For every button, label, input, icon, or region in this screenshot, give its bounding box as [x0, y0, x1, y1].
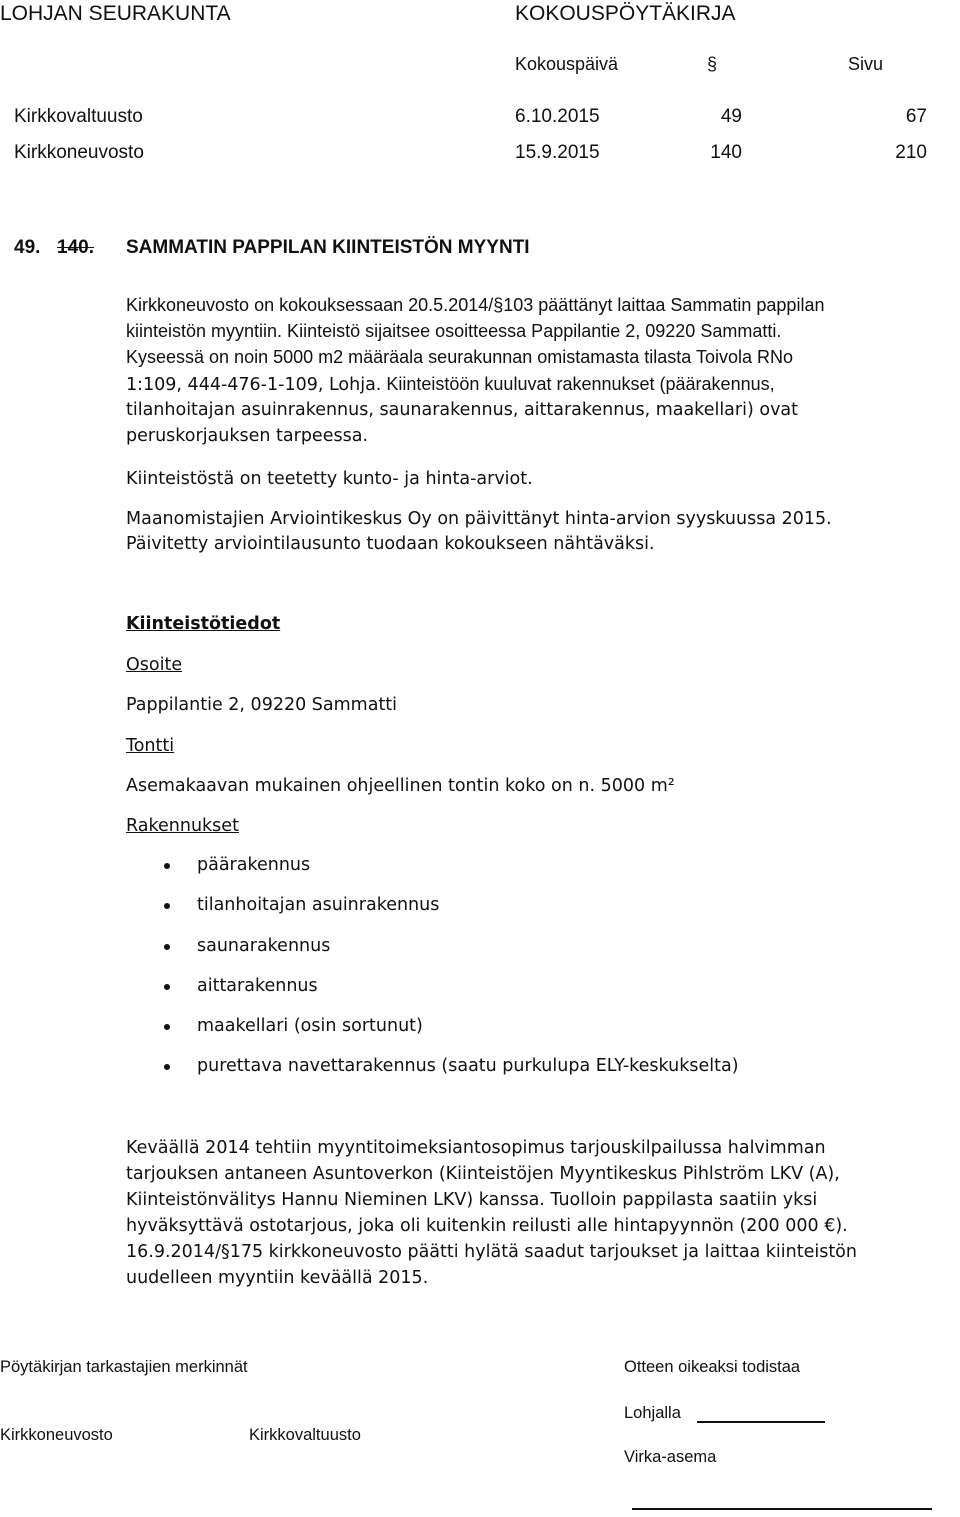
list-item: päärakennus	[126, 850, 739, 890]
address-label: Osoite	[126, 655, 183, 675]
row-date: 15.9.2015	[515, 142, 600, 163]
intro-line: Kyseessä on noin 5000 m2 määräala seurakunnan omistamasta tilasta Toivola RNo	[126, 347, 794, 367]
row-page: 210	[895, 142, 927, 163]
reviewers-label: Pöytäkirjan tarkastajien merkinnät	[0, 1358, 248, 1376]
document-type: KOKOUSPÖYTÄKIRJA	[515, 2, 736, 25]
intro-line: Kirkkoneuvosto on kokouksessaan 20.5.2014/§103 päättänyt laittaa Sammatin pappilan	[126, 295, 825, 315]
column-page-label: Sivu	[848, 54, 884, 74]
section-number-1: 49.	[14, 237, 41, 258]
list-item: maakellari (osin sortunut)	[126, 1011, 739, 1051]
signature-line	[697, 1421, 825, 1423]
row-section: 49	[720, 106, 742, 127]
row-date: 6.10.2015	[515, 106, 600, 127]
list-item: purettava navettarakennus (saatu purkulupa ELY-keskukselta)	[126, 1051, 739, 1091]
address-value: Pappilantie 2, 09220 Sammatti	[126, 695, 398, 715]
intro-line: tilanhoitajan asuinrakennus, saunarakennus, aittarakennus, maakellari) ovat	[126, 400, 799, 420]
signature-line	[632, 1508, 932, 1510]
section-title: SAMMATIN PAPPILAN KIINTEISTÖN MYYNTI	[126, 237, 530, 258]
position-label: Virka-asema	[624, 1448, 717, 1466]
intro-line: kiinteistön myyntiin. Kiinteistö sijaitsee osoitteessa Pappilantie 2, 09220 Sammatti.	[126, 321, 782, 341]
column-section-label: §	[707, 54, 718, 74]
buildings-list	[126, 850, 739, 1092]
place-label: Lohjalla	[624, 1404, 681, 1422]
organization-name: LOHJAN SEURAKUNTA	[0, 2, 231, 25]
row-body: Kirkkovaltuusto	[14, 106, 143, 127]
footer-body-2: Kirkkovaltuusto	[249, 1426, 361, 1444]
row-body: Kirkkoneuvosto	[14, 142, 144, 163]
plot-label: Tontti	[126, 736, 175, 756]
column-date-label: Kokouspäivä	[515, 54, 619, 74]
closing-line: tarjouksen antaneen Asuntoverkon (Kiinteistöjen Myyntikeskus Pihlström LKV (A),	[126, 1164, 840, 1184]
closing-line: uudelleen myyntiin keväällä 2015.	[126, 1268, 429, 1288]
intro-segment: 1:109, 444-476-1-109, Lohja.	[126, 375, 382, 395]
intro-line: peruskorjauksen tarpeessa.	[126, 426, 368, 446]
list-item: saunarakennus	[126, 931, 739, 971]
update-line: Maanomistajien Arviointikeskus Oy on päivittänyt hinta-arvion syyskuussa 2015.	[126, 509, 832, 529]
closing-line: hyväksyttävä ostotarjous, joka oli kuitenkin reilusti alle hintapyynnön (200 000 €).	[126, 1216, 848, 1236]
closing-line: Keväällä 2014 tehtiin myyntitoimeksiantosopimus tarjouskilpailussa halvimman	[126, 1138, 826, 1158]
row-page: 67	[905, 106, 927, 127]
closing-line: Kiinteistönvälitys Hannu Nieminen LKV) kanssa. Tuolloin pappilasta saatiin yksi	[126, 1190, 818, 1210]
list-item: tilanhoitajan asuinrakennus	[126, 890, 739, 930]
plot-value: Asemakaavan mukainen ohjeellinen tontin koko on n. 5000 m²	[126, 776, 675, 796]
certified-label: Otteen oikeaksi todistaa	[624, 1358, 801, 1376]
list-item: aittarakennus	[126, 971, 739, 1011]
valuation-note: Kiinteistöstä on teetetty kunto- ja hinta-arviot.	[126, 469, 533, 489]
buildings-label: Rakennukset	[126, 816, 239, 836]
section-number-2: 140.	[57, 237, 94, 258]
closing-line: 16.9.2014/§175 kirkkoneuvosto päätti hylätä saadut tarjoukset ja laittaa kiinteistön	[126, 1242, 857, 1262]
intro-line	[126, 371, 775, 398]
footer-body-1: Kirkkoneuvosto	[0, 1426, 113, 1444]
row-section: 140	[710, 142, 742, 163]
update-line: Päivitetty arviointilausunto tuodaan kokoukseen nähtäväksi.	[126, 534, 655, 554]
property-heading: Kiinteistötiedot	[126, 614, 281, 634]
intro-segment: Kiinteistöön kuuluvat rakennukset (päärakennus,	[381, 374, 775, 394]
